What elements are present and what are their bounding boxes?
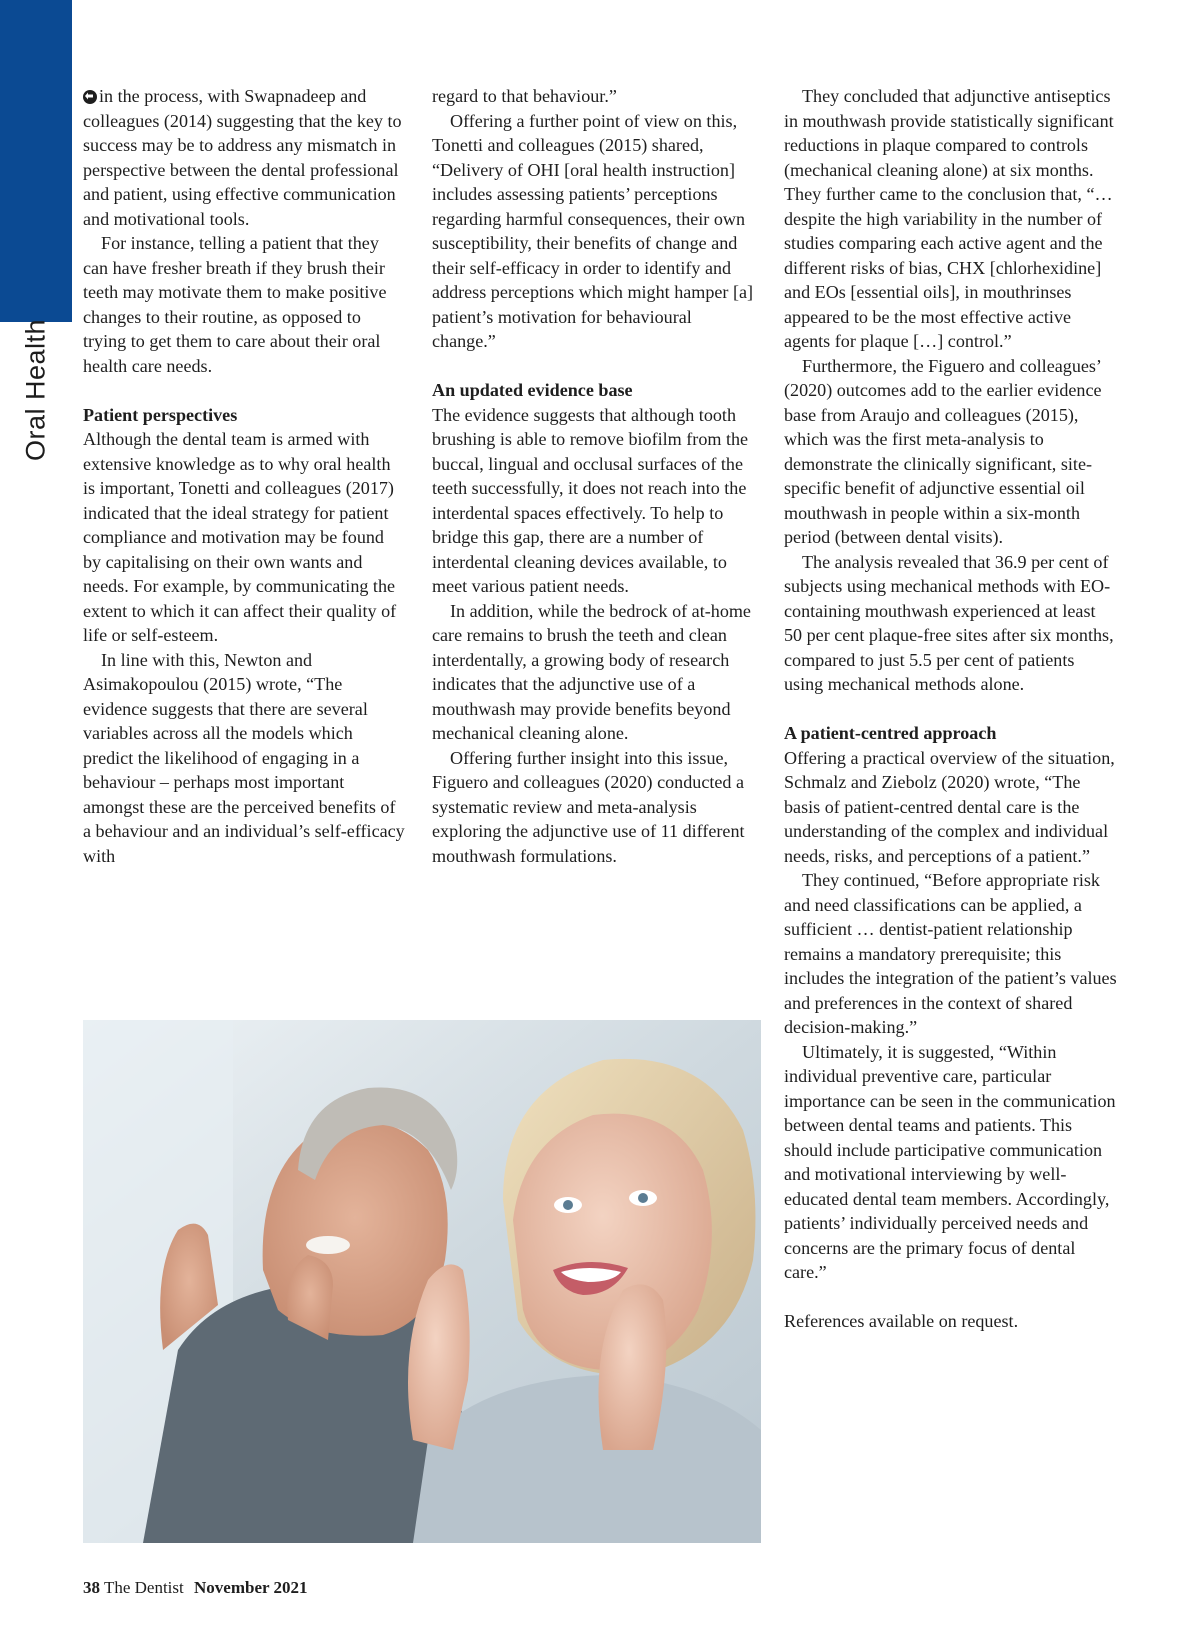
paragraph: In addition, while the bedrock of at-home care remains to brush the teeth and clean interdentally, a growing body of research indicates that the adjunctive use of a mouthwash may provide benefits beyond mechanical cleaning alone. — [432, 600, 751, 743]
article-column-3 — [784, 84, 1118, 1334]
publication-name: The Dentist — [103, 1578, 184, 1597]
photo-illustration — [83, 1020, 761, 1543]
subheading-patient-perspectives: Patient perspectives — [83, 404, 238, 425]
paragraph: Offering a practical overview of the situation, Schmalz and Ziebolz (2020) wrote, “The basis of patient-centred dental care is the understanding of the complex and individual needs, risks, and perceptions of a patient.” — [784, 747, 1115, 866]
paragraph: Offering a further point of view on this, Tonetti and colleagues (2015) shared, “Delivery of OHI [oral health instruction] includes assessing patients’ perceptions regarding harmful consequences, their own susceptibility, their benefits of change and their self-efficacy in order to identify and address perceptions which might hamper [a] patient’s motivation for behavioural change.” — [432, 110, 754, 351]
article-column-1 — [83, 84, 405, 868]
paragraph-text: in the process, with Swapnadeep and colleagues (2014) suggesting that the key to success may be to address any mismatch in perspective between the dental professional and patient, using effective communication and motivational tools. — [83, 86, 402, 229]
section-label: Oral Health — [20, 318, 51, 462]
paragraph: For instance, telling a patient that they can have fresher breath if they brush their teeth may motivate them to make positive changes to their routine, as opposed to trying to get them to care about their oral health care needs. — [83, 233, 387, 376]
issue-date: November 2021 — [194, 1578, 308, 1597]
couple-flossing-photo — [83, 1020, 761, 1543]
references-note: References available on request. — [784, 1311, 1019, 1331]
paragraph: Furthermore, the Figuero and colleagues’ (2020) outcomes add to the earlier evidence base from Araujo and colleagues (2015), which was the first meta-analysis to demonstrate the clinically significant, site-specific benefit of adjunctive essential oil mouthwash in people within a six-month period (between dental visits). — [784, 355, 1102, 547]
paragraph: regard to that behaviour.” — [432, 86, 617, 106]
paragraph: The analysis revealed that 36.9 per cent of subjects using mechanical methods with EO-containing mouthwash experienced at least 50 per cent plaque-free sites after six months, compared to just 5.5 per cent of patients using mechanical methods alone. — [784, 551, 1114, 694]
subheading-updated-evidence-base: An updated evidence base — [432, 380, 633, 400]
paragraph: The evidence suggests that although tooth brushing is able to remove biofilm from the buccal, lingual and occlusal surfaces of the teeth successfully, it does not reach into the interdental spaces effectively. To help to bridge this gap, there are a number of interdental cleaning devices available, to meet various patient needs. — [432, 404, 749, 596]
paragraph: Although the dental team is armed with extensive knowledge as to why oral health is important, Tonetti and colleagues (2017) indicated that the ideal strategy for patient compliance and motivation may be found by capitalising on their own wants and needs. For example, by communicating the extent to which it can affect their quality of life or self-esteem. — [83, 429, 397, 645]
paragraph: In line with this, Newton and Asimakopoulou (2015) wrote, “The evidence suggests that there are several variables across all the models which predict the likelihood of engaging in a behaviour – perhaps most important amongst these are the perceived benefits of a behaviour and an individual’s self-efficacy with — [83, 649, 405, 866]
subheading-patient-centred-approach: A patient-centred approach — [784, 723, 997, 743]
paragraph — [83, 84, 405, 231]
page-footer — [83, 1578, 307, 1598]
section-color-band — [0, 0, 72, 322]
article-column-2 — [432, 84, 754, 868]
page-number: 38 — [83, 1578, 100, 1597]
continued-from-previous-page-arrow-icon — [83, 90, 97, 104]
paragraph: Ultimately, it is suggested, “Within individual preventive care, particular importance can be seen in the communication between dental teams and patients. This should include participative communication and motivational interviewing by well-educated dental team members. Accordingly, patients’ individually perceived needs and concerns are the primary focus of dental care.” — [784, 1041, 1116, 1282]
paragraph: They continued, “Before appropriate risk and need classifications can be applied, a sufficient … dentist-patient relationship remains a mandatory prerequisite; this includes the integration of the patient’s values and preferences in the context of shared decision-making.” — [784, 870, 1117, 1037]
paragraph: Offering further insight into this issue, Figuero and colleagues (2020) conducted a systematic review and meta-analysis exploring the adjunctive use of 11 different mouthwash formulations. — [432, 747, 745, 866]
paragraph: They further came to the conclusion that, “… despite the high variability in the number of studies comparing each active agent and the different risks of bias, CHX [chlorhexidine] and EOs [essential oils], in mouthrinses appeared to be the most effective active agents for plaque […] control.” — [784, 184, 1113, 351]
paragraph: They concluded that adjunctive antiseptics in mouthwash provide statistically significant reductions in plaque compared to controls (mechanical cleaning alone) at six months. — [784, 86, 1114, 180]
